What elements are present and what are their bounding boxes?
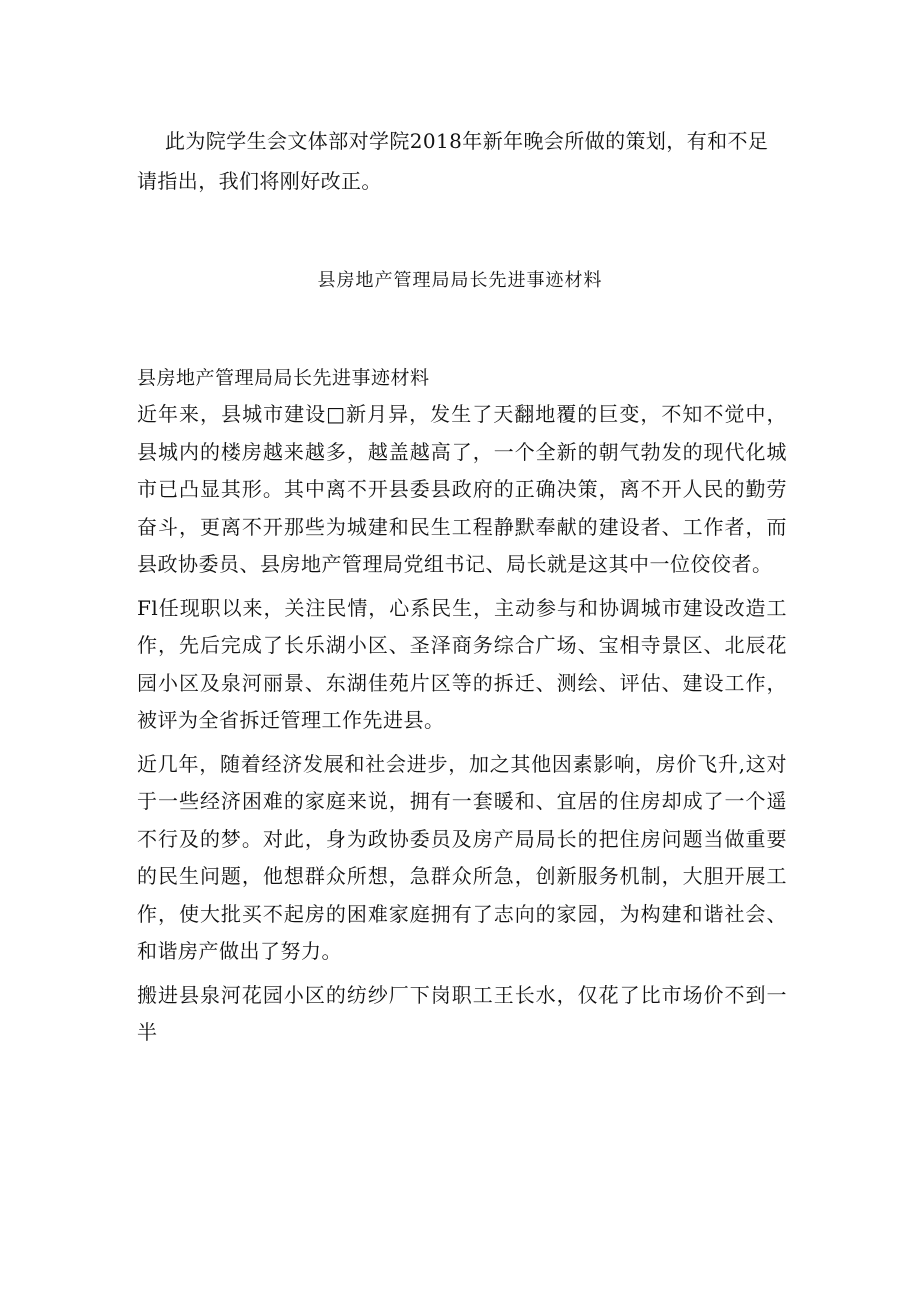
intro-paragraph: 此为院学生会文体部对学院2018年新年晚会所做的策划，有和不足请指出，我们将刚好改正。 — [137, 129, 769, 193]
body-paragraph-2: Fl任现职以来，关注民情，心系民生，主动参与和协调城市建设改造工作，先后完成了长乐湖小区、圣泽商务综合广场、宝相寺景区、北辰花园小区及泉河丽景、东湖佳苑片区等的拆迁、测绘、评估、建设工作，被评为全省拆迁管理工作先进县。 — [137, 595, 787, 732]
body-paragraph-4: 搬进县泉河花园小区的纺纱厂下岗职工王长水，仅花了比市场价不到一半 — [137, 982, 787, 1044]
document-body — [137, 360, 787, 1058]
section-heading: 县房地产管理局局长先进事迹材料 — [137, 367, 430, 389]
body-paragraph-3: 近几年，随着经济发展和社会进步，加之其他因素影响，房价飞升,这对于一些经济困难的家庭来说，拥有一套暖和、宜居的住房却成了一个遥不行及的梦。对此，身为政协委员及房产局局长的把住房问题当做重要的民生问题，他想群众所想，急群众所急，创新服务机制，大胆开展工作，使大批买不起房的困难家庭拥有了志向的家园，为构建和谐社会、和谐房产做出了努力。 — [137, 751, 787, 963]
document-title: 县房地产管理局局长先进事迹材料 — [317, 270, 603, 291]
body-paragraph-1: 近年来，县城市建设□新月异，发生了天翻地覆的巨变，不知不觉中，县城内的楼房越来越多，越盖越高了，一个全新的朝气勃发的现代化城市已凸显其形。其中离不开县委县政府的正确决策，离不开人民的勤劳奋斗，更离不开那些为城建和民生工程静默奉献的建设者、工作者，而县政协委员、县房地产管理局党组书记、局长就是这其中一位佼佼者。 — [137, 402, 787, 576]
